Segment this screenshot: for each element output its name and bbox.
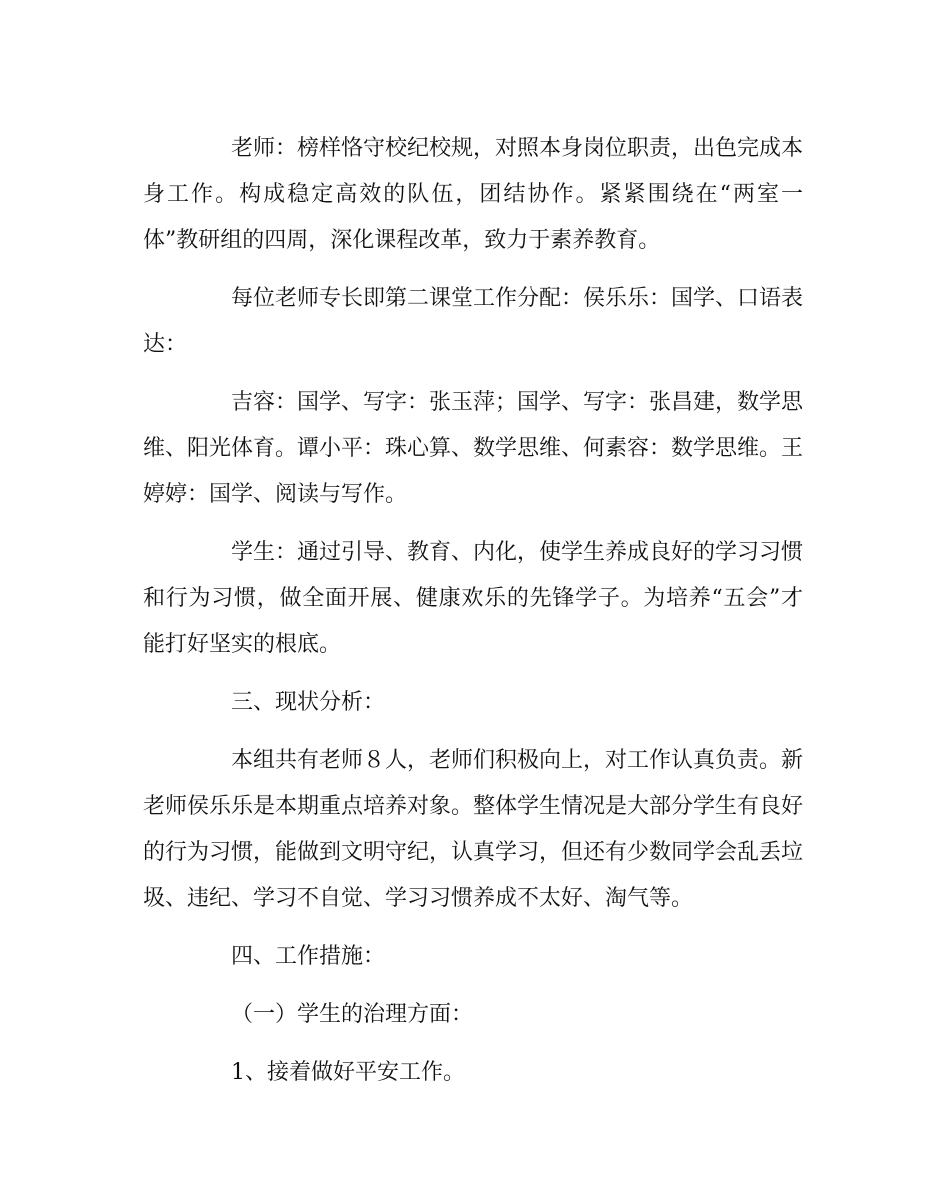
paragraph-teacher-assignments: 吉容：国学、写字：张玉萍；国学、写字：张昌建，数学思维、阳光体育。谭小平：珠心算、数学思维、何素容：数学思维。王婷婷：国学、阅读与写作。 [143, 390, 804, 507]
paragraph-teachers: 老师：榜样恪守校纪校规，对照本身岗位职责，出色完成本身工作。构成稳定高效的队伍，团结协作。紧紧围绕在“两室一体”教研组的四周，深化课程改革，致力于素养教育。 [143, 136, 804, 253]
subheading-student-management: （一）学生的治理方面： [231, 1002, 474, 1027]
list-item-safety-work: 1、接着做好平安工作。 [231, 1060, 465, 1085]
heading-situation-analysis: 三、现状分析： [231, 690, 386, 715]
paragraph-situation: 本组共有老师８人，老师们积极向上，对工作认真负责。新老师侯乐乐是本期重点培养对象。整体学生情况是大部分学生有良好的行为习惯，能做到文明守纪，认真学习，但还有少数同学会乱丢垃圾、违纪、学习不自觉、学习习惯养成不太好、淘气等。 [143, 748, 804, 911]
heading-work-measures: 四、工作措施： [231, 944, 386, 969]
document-body [143, 126, 803, 1096]
paragraph-teacher-specialties: 每位老师专长即第二课堂工作分配：侯乐乐：国学、口语表达： [143, 286, 804, 357]
paragraph-students: 学生：通过引导、教育、内化，使学生养成良好的学习习惯和行为习惯，做全面开展、健康欢乐的先锋学子。为培养“五会”才能打好坚实的根底。 [143, 540, 804, 657]
